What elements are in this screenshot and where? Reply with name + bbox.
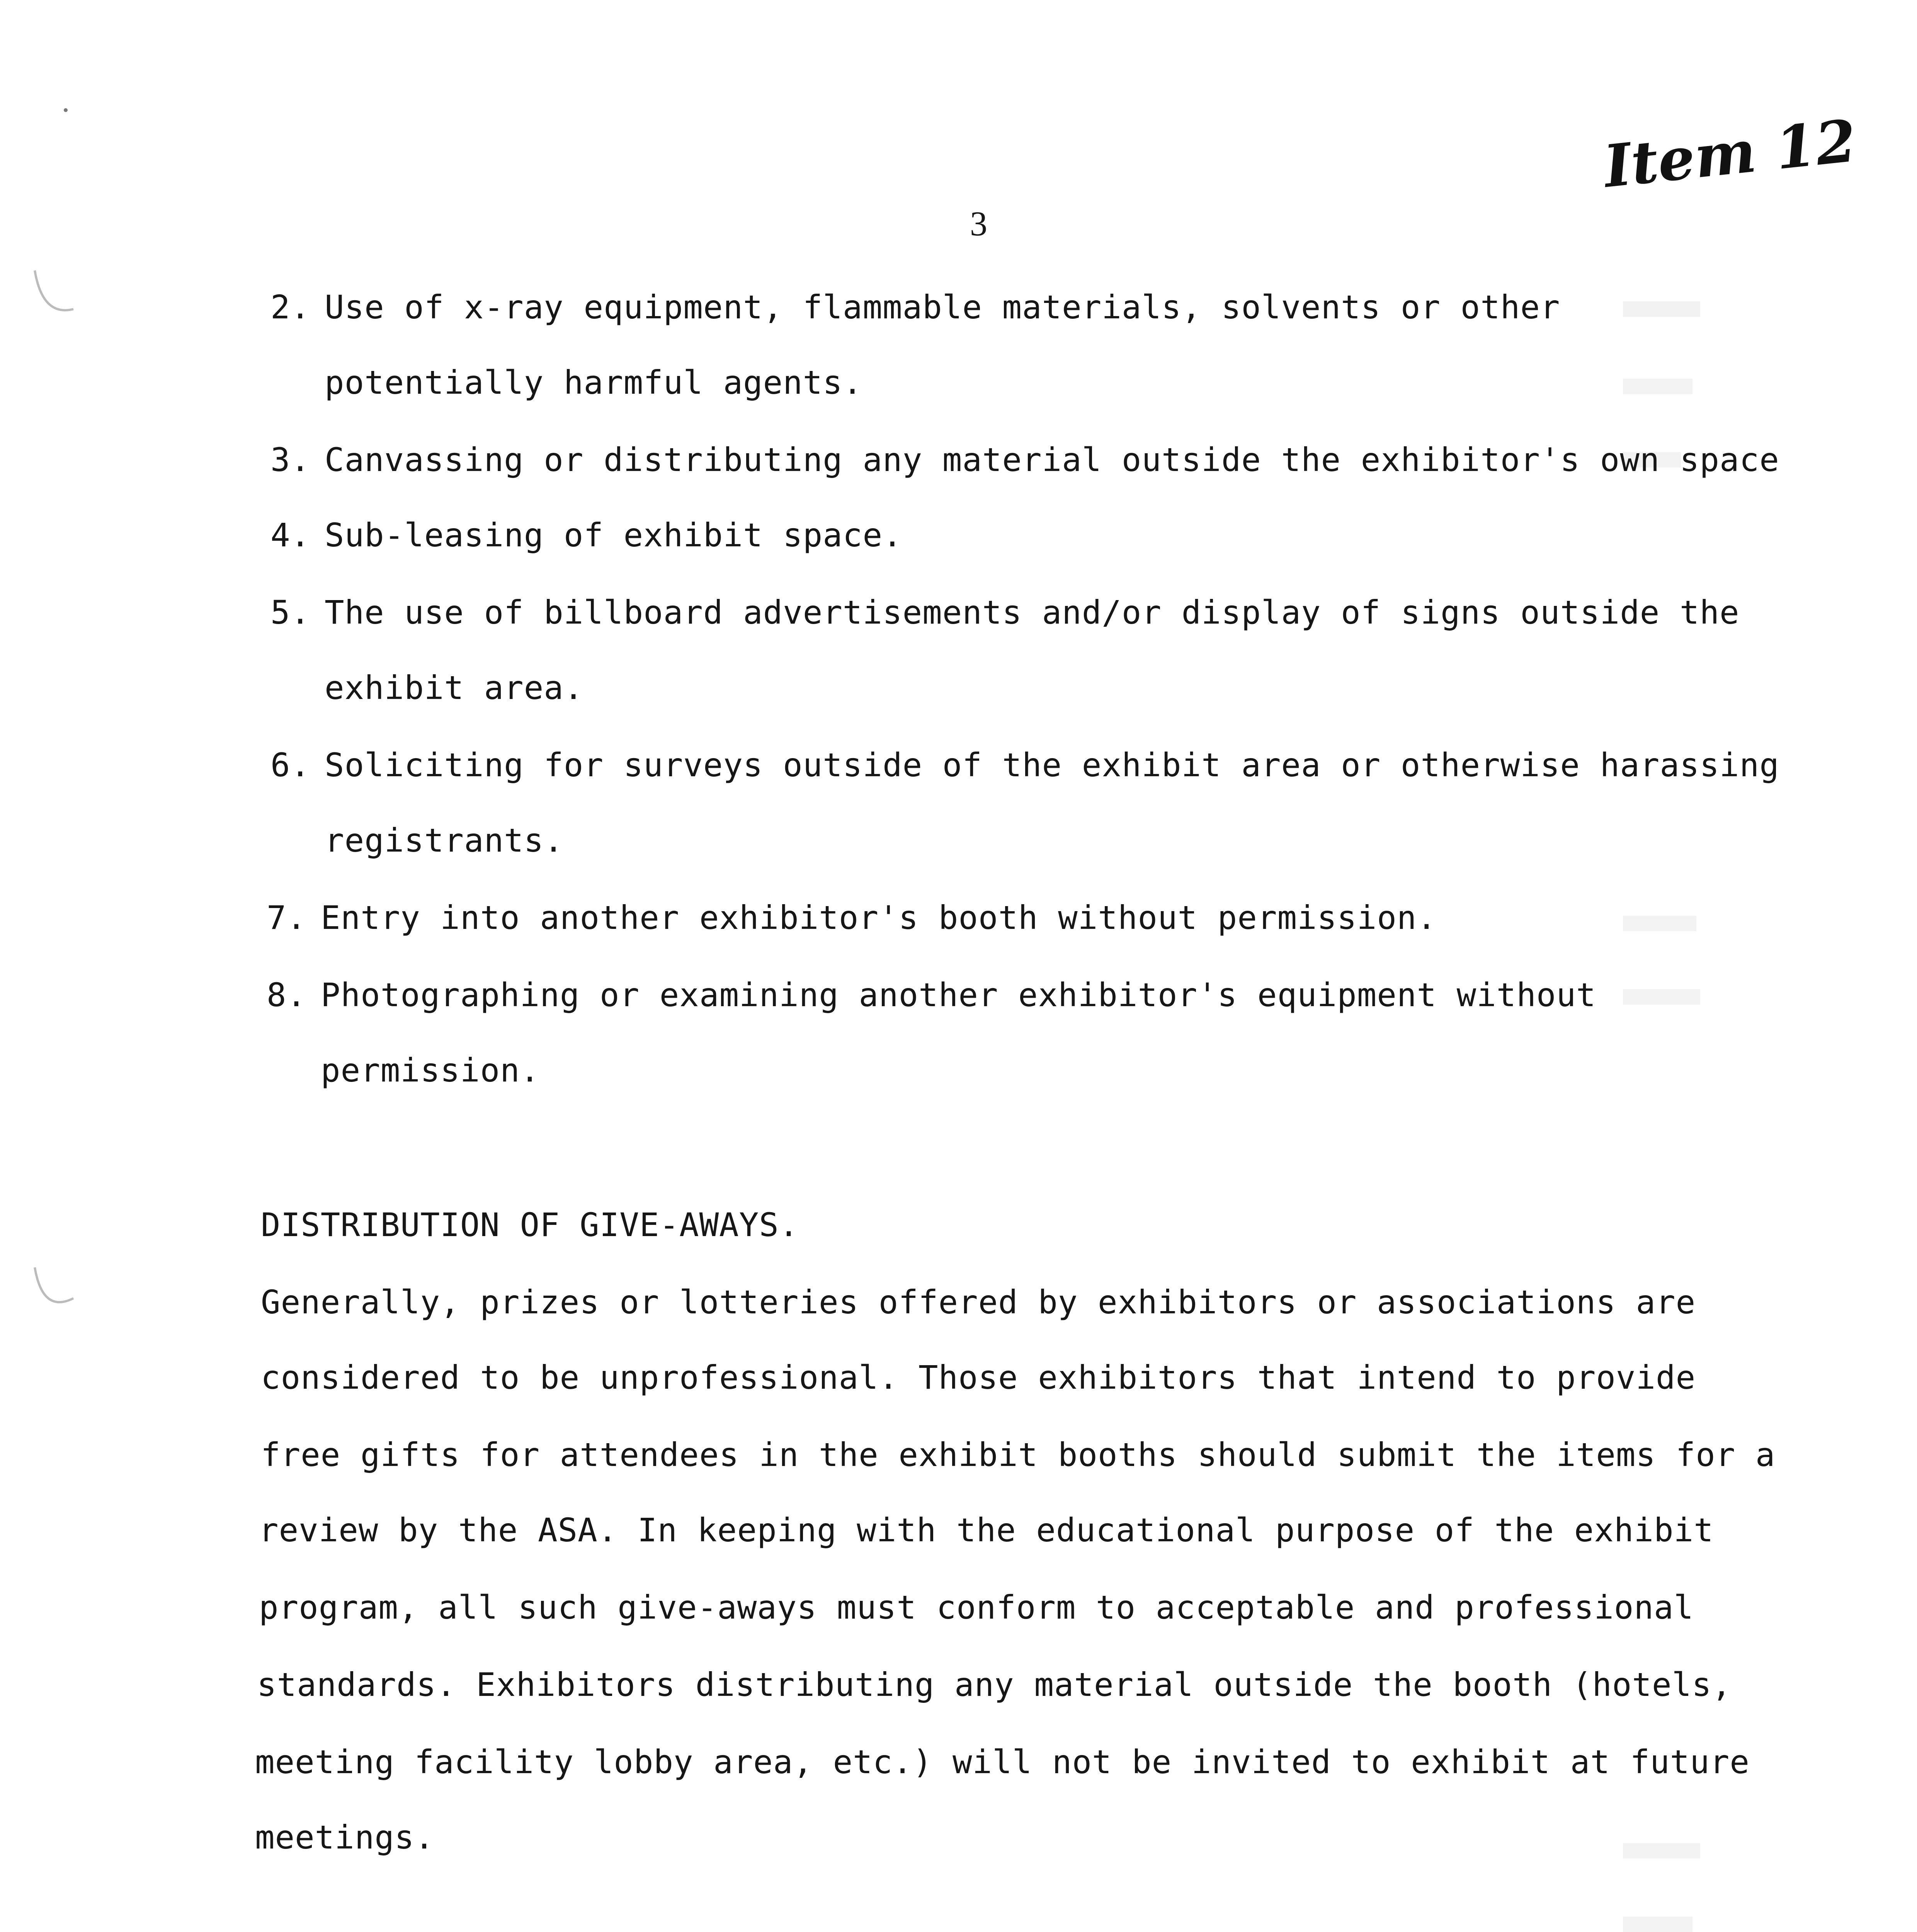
page-number: 3 [970, 205, 987, 243]
list-item-number: 5. [270, 594, 311, 631]
list-item-line: Use of x-ray equipment, flammable materials, solvents or other [325, 288, 1560, 326]
list-item-line: Sub-leasing of exhibit space. [325, 516, 903, 554]
paragraph-line: meeting facility lobby area, etc.) will not be invited to exhibit at future [255, 1743, 1750, 1781]
list-item-number: 8. [267, 976, 307, 1014]
list-item-line: permission. [321, 1051, 540, 1089]
paragraph-line: review by the ASA. In keeping with the educational purpose of the exhibit [259, 1511, 1714, 1549]
list-item-number: 3. [270, 441, 311, 479]
paragraph-line: standards. Exhibitors distributing any material outside the booth (hotels, [257, 1666, 1732, 1704]
paragraph-line: free gifts for attendees in the exhibit booths should submit the items for a [261, 1436, 1776, 1474]
list-item-line: Soliciting for surveys outside of the exhibit area or otherwise harassing [325, 746, 1779, 784]
list-item-number: 6. [270, 746, 311, 784]
section-heading: DISTRIBUTION OF GIVE-AWAYS. [261, 1206, 799, 1244]
list-item-number: 2. [270, 288, 311, 326]
paragraph-line: considered to be unprofessional. Those exhibitors that intend to provide [261, 1359, 1696, 1396]
punch-hole-marks [0, 0, 116, 1932]
list-item-line: exhibit area. [325, 669, 584, 707]
list-item-line: registrants. [325, 821, 564, 859]
paragraph-line: program, all such give-aways must conform to acceptable and professional [259, 1588, 1694, 1626]
list-item-line: The use of billboard advertisements and/or display of signs outside the [325, 594, 1740, 631]
list-item-line: potentially harmful agents. [325, 364, 863, 401]
list-item-line: Entry into another exhibitor's booth without permission. [321, 899, 1437, 937]
paragraph-line: Generally, prizes or lotteries offered by exhibitors or associations are [261, 1283, 1696, 1321]
handwritten-item-note: Item 12 [1601, 107, 1859, 201]
list-item-line: Canvassing or distributing any material outside the exhibitor's own space [325, 441, 1779, 479]
list-item-number: 7. [267, 899, 307, 937]
list-item-number: 4. [270, 516, 311, 554]
paragraph-line: meetings. [255, 1818, 435, 1856]
list-item-line: Photographing or examining another exhibitor's equipment without [321, 976, 1596, 1014]
